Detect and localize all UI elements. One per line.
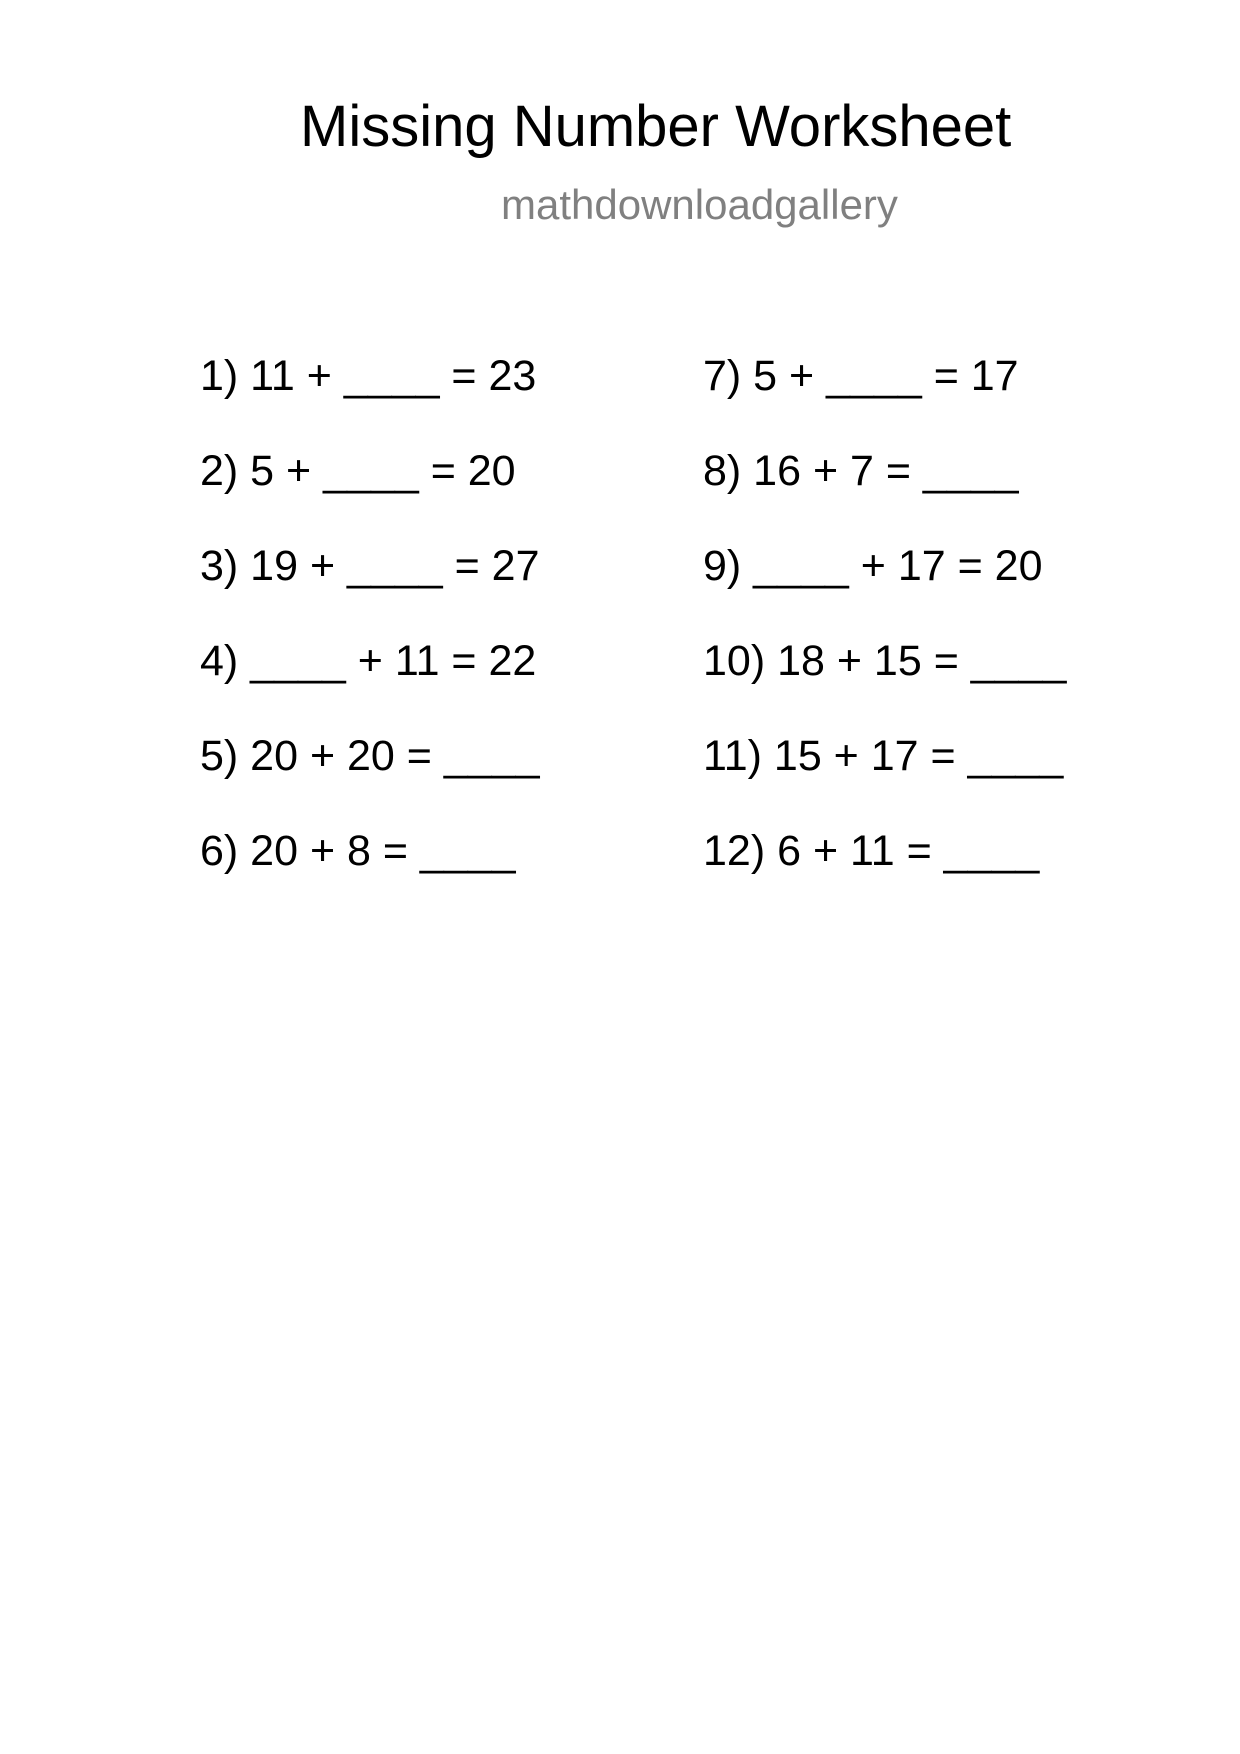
problem-1: 1) 11 + ____ = 23 (200, 352, 537, 400)
source-watermark: mathdownloadgallery (501, 181, 898, 228)
problem-9: 9) ____ + 17 = 20 (703, 542, 1043, 590)
worksheet-title: Missing Number Worksheet (300, 94, 1012, 159)
problem-7: 7) 5 + ____ = 17 (703, 352, 1019, 400)
problem-2: 2) 5 + ____ = 20 (200, 447, 516, 495)
problem-10: 10) 18 + 15 = ____ (703, 637, 1067, 685)
problem-12: 12) 6 + 11 = ____ (703, 827, 1040, 875)
problem-5: 5) 20 + 20 = ____ (200, 732, 540, 780)
problem-3: 3) 19 + ____ = 27 (200, 542, 540, 590)
problem-4: 4) ____ + 11 = 22 (200, 637, 537, 685)
problem-8: 8) 16 + 7 = ____ (703, 447, 1019, 495)
problem-6: 6) 20 + 8 = ____ (200, 827, 516, 875)
problem-11: 11) 15 + 17 = ____ (703, 732, 1064, 780)
